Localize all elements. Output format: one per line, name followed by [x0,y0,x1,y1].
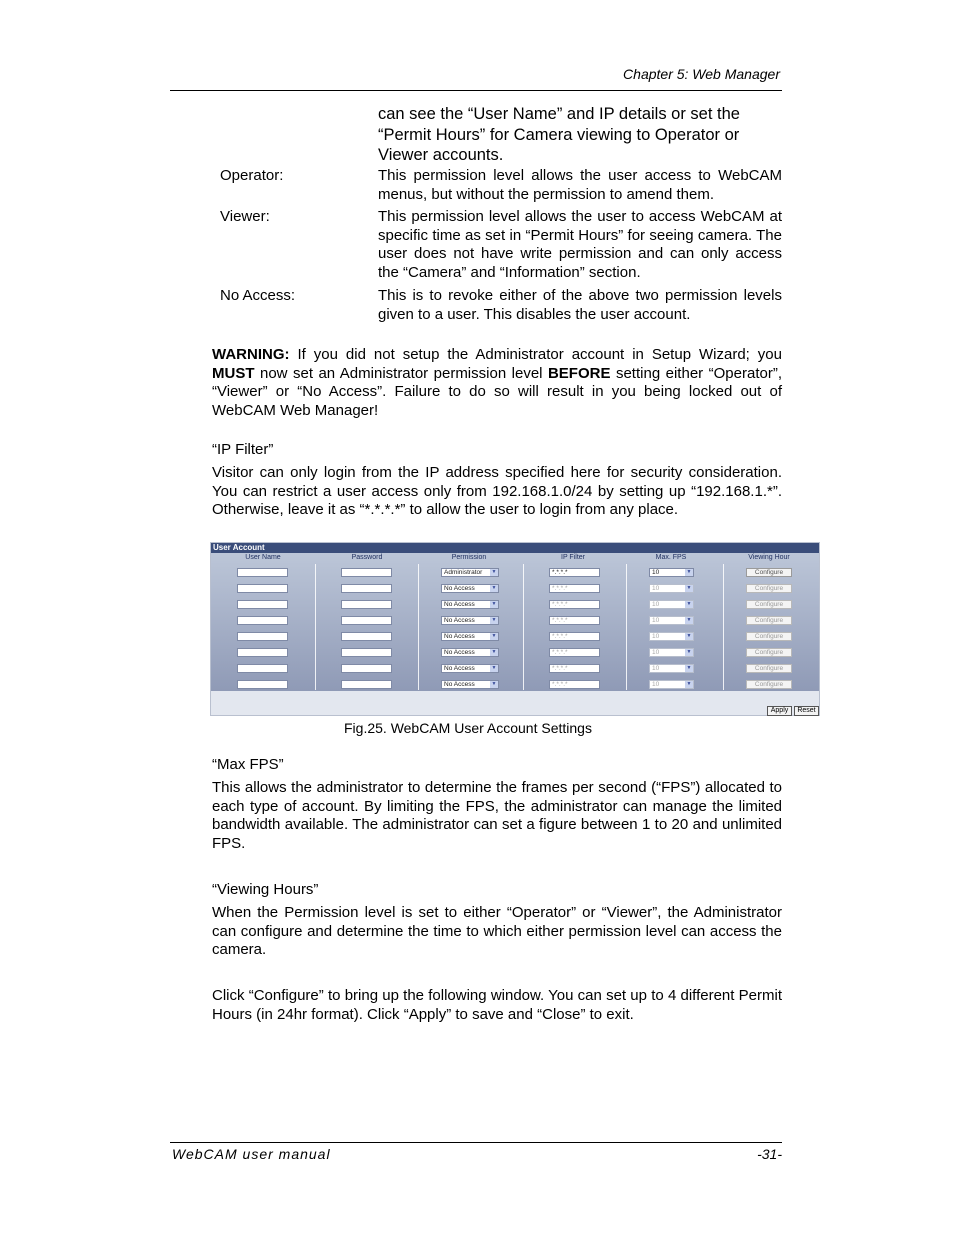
user-name-input[interactable] [237,584,288,593]
footer-rule [170,1142,782,1143]
permission-select[interactable] [441,664,499,673]
max-fps-heading: “Max FPS” [212,756,284,773]
password-input[interactable] [341,584,392,593]
chevron-down-icon: ▼ [686,585,692,591]
configure-button[interactable]: Configure [746,648,792,657]
permission-value: No Access [444,649,475,656]
user-name-input[interactable] [237,632,288,641]
ip-filter-heading: “IP Filter” [212,441,274,458]
term-viewer: Viewer: [220,208,270,225]
column-divider [723,564,724,690]
password-input[interactable] [341,648,392,657]
permission-value: No Access [444,601,475,608]
max-fps-value: 10 [652,569,660,576]
footer-manual-title: WebCAM user manual [172,1146,331,1162]
user-name-input[interactable] [237,616,288,625]
page-number: -31- [757,1146,782,1162]
password-input[interactable] [341,600,392,609]
apply-button[interactable]: Apply [767,706,792,716]
max-fps-select[interactable] [649,680,694,689]
definition-no-access: This is to revoke either of the above two permission levels given to a user. This disables the user account. [378,287,782,323]
user-name-input[interactable] [237,664,288,673]
configure-button[interactable]: Configure [746,584,792,593]
permission-value: No Access [444,617,475,624]
ip-filter-input[interactable]: *.*.*.* [549,584,600,593]
term-operator: Operator: [220,167,284,184]
col-header-ip-filter: IP Filter [561,554,585,561]
warning-text-3: setting either “Operator”, “Viewer” or “No Access”. Failure to do so will result in you being locked out of WebCAM Web Manager! [212,364,782,419]
max-fps-paragraph: This allows the administrator to determine the frames per second (“FPS”) allocated to each type of account. By limiting the FPS, the administrator can manage the limited bandwidth available. The administrator can set a figure between 1 to 20 and unlimited FPS. [212,779,782,852]
definitions-intro: can see the “User Name” and IP details or set the “Permit Hours” for Camera viewing to Operator or Viewer accounts. [378,105,740,164]
user-name-input[interactable] [237,680,288,689]
max-fps-value: 10 [652,665,660,672]
viewing-hours-heading: “Viewing Hours” [212,881,319,898]
permission-value: Administrator [444,569,483,576]
permission-select[interactable] [441,568,499,577]
column-divider [523,564,524,690]
definition-operator: This permission level allows the user access to WebCAM menus, but without the permission to amend them. [378,167,782,203]
password-input[interactable] [341,664,392,673]
max-fps-select[interactable] [649,568,694,577]
configure-note: Click “Configure” to bring up the following window. You can set up to 4 different Permit Hours (in 24hr format). Click “Apply” to save and “Close” to exit. [212,987,782,1023]
ip-filter-input[interactable]: *.*.*.* [549,648,600,657]
ip-filter-input[interactable]: *.*.*.* [549,664,600,673]
max-fps-select[interactable] [649,664,694,673]
permission-value: No Access [444,633,475,640]
user-account-panel [210,542,820,716]
viewing-hours-paragraph: When the Permission level is set to either “Operator” or “Viewer”, the Administrator can configure and determine the time to which either permission level can access the camera. [212,904,782,959]
user-account-grid [211,553,819,691]
col-header-viewing-hour: Viewing Hour [748,554,790,561]
configure-button[interactable]: Configure [746,568,792,577]
chevron-down-icon: ▼ [491,569,497,575]
ip-filter-input[interactable]: *.*.*.* [549,568,600,577]
max-fps-select[interactable] [649,616,694,625]
warning-paragraph [212,346,782,420]
user-account-footer [211,691,819,715]
permission-value: No Access [444,681,475,688]
max-fps-value: 10 [652,681,660,688]
chevron-down-icon: ▼ [491,585,497,591]
user-name-input[interactable] [237,568,288,577]
permission-select[interactable] [441,584,499,593]
user-name-input[interactable] [237,600,288,609]
permission-select[interactable] [441,616,499,625]
password-input[interactable] [341,616,392,625]
chapter-header: Chapter 5: Web Manager [623,66,780,82]
ip-filter-paragraph: Visitor can only login from the IP address specified here for security consideration. You can restrict a user access only from 192.168.1.0/24 by setting up “192.168.1.*”. Otherwise, leave it as “*.*.*.*” to allow the user to login from any place. [212,464,782,519]
max-fps-value: 10 [652,585,660,592]
permission-select[interactable] [441,648,499,657]
permission-select[interactable] [441,632,499,641]
figure-caption: Fig.25. WebCAM User Account Settings [344,720,592,736]
column-divider [315,564,316,690]
max-fps-value: 10 [652,601,660,608]
chevron-down-icon: ▼ [686,569,692,575]
warning-must: MUST [212,364,255,382]
warning-text-2: now set an Administrator permission level [254,364,548,382]
password-input[interactable] [341,568,392,577]
max-fps-select[interactable] [649,648,694,657]
chevron-down-icon: ▼ [491,633,497,639]
password-input[interactable] [341,680,392,689]
configure-button[interactable]: Configure [746,680,792,689]
chevron-down-icon: ▼ [686,665,692,671]
warning-before: BEFORE [547,364,611,382]
chevron-down-icon: ▼ [686,681,692,687]
chevron-down-icon: ▼ [491,681,497,687]
chevron-down-icon: ▼ [686,633,692,639]
column-divider [626,564,627,690]
chevron-down-icon: ▼ [686,649,692,655]
configure-button[interactable]: Configure [746,632,792,641]
max-fps-value: 10 [652,633,660,640]
col-header-max-fps: Max. FPS [655,554,687,561]
chevron-down-icon: ▼ [686,617,692,623]
chevron-down-icon: ▼ [491,665,497,671]
ip-filter-input[interactable]: *.*.*.* [549,632,600,641]
ip-filter-input[interactable]: *.*.*.* [549,600,600,609]
user-account-title: User Account [211,543,819,553]
max-fps-select[interactable] [649,584,694,593]
ip-filter-input[interactable]: *.*.*.* [549,680,600,689]
permission-value: No Access [444,665,475,672]
permission-select[interactable] [441,680,499,689]
reset-button[interactable]: Reset [794,706,819,716]
password-input[interactable] [341,632,392,641]
chevron-down-icon: ▼ [491,601,497,607]
configure-button[interactable]: Configure [746,664,792,673]
col-header-password: Password [351,554,383,561]
column-divider [418,564,419,690]
warning-label: WARNING: [212,346,290,363]
term-no-access: No Access: [220,287,296,304]
max-fps-select[interactable] [649,600,694,609]
ip-filter-input[interactable]: *.*.*.* [549,616,600,625]
user-name-input[interactable] [237,648,288,657]
configure-button[interactable]: Configure [746,616,792,625]
definition-viewer: This permission level allows the user to access WebCAM at specific time as set in “Permit Hours” for seeing camera. The user does not have write permission and can only access the “Camera” and “Information” section. [378,208,782,281]
chevron-down-icon: ▼ [686,601,692,607]
warning-text-1: If you did not setup the Administrator account in Setup Wizard; you [289,346,782,363]
max-fps-select[interactable] [649,632,694,641]
max-fps-value: 10 [652,649,660,656]
chevron-down-icon: ▼ [491,649,497,655]
permission-select[interactable] [441,600,499,609]
col-header-user-name: User Name [245,554,281,561]
configure-button[interactable]: Configure [746,600,792,609]
chevron-down-icon: ▼ [491,617,497,623]
max-fps-value: 10 [652,617,660,624]
col-header-permission: Permission [451,554,487,561]
permission-value: No Access [444,585,475,592]
header-rule [170,90,782,91]
